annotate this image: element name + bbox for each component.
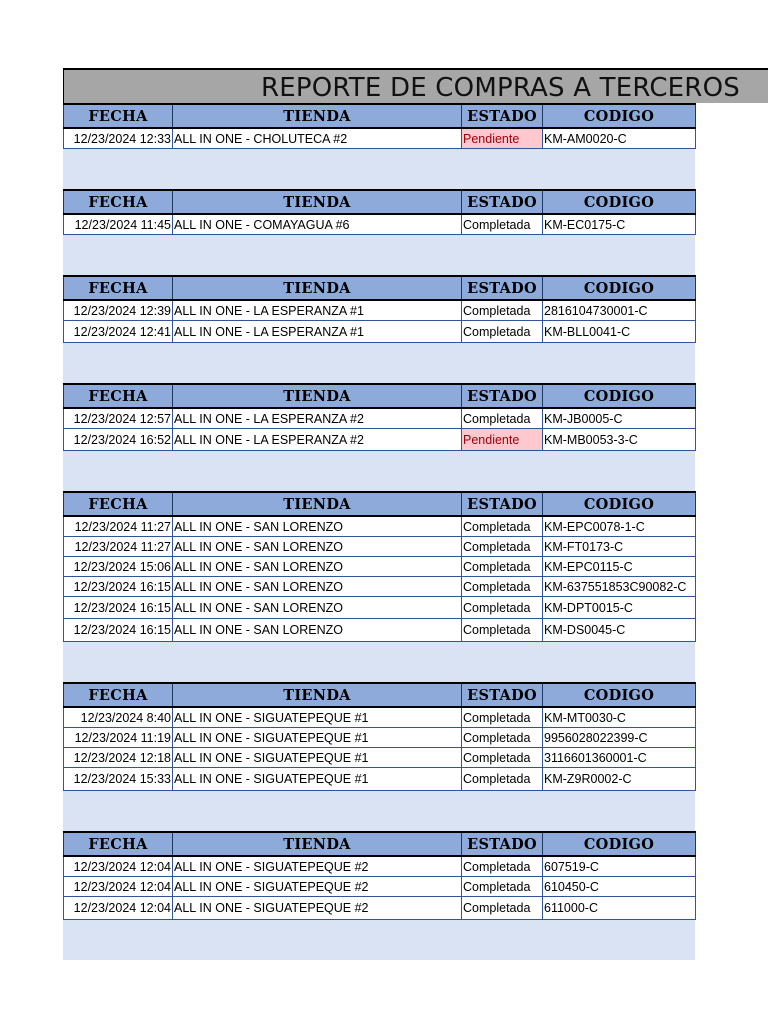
table-header-row [64, 492, 696, 516]
cell-estado: Completada [462, 897, 543, 920]
table-header-row [64, 384, 696, 408]
purchase-group [63, 275, 695, 343]
table-header-row [64, 190, 696, 214]
cell-fecha: 12/23/2024 12:33 [64, 128, 173, 149]
cell-codigo: KM-AM0020-C [543, 128, 696, 149]
cell-tienda: ALL IN ONE - SIGUATEPEQUE #2 [173, 897, 462, 920]
cell-tienda: ALL IN ONE - SIGUATEPEQUE #1 [173, 728, 462, 748]
table-row [64, 557, 696, 577]
cell-fecha: 12/23/2024 12:57 [64, 408, 173, 429]
cell-fecha: 12/23/2024 16:15 [64, 577, 173, 597]
cell-codigo: KM-JB0005-C [543, 408, 696, 429]
cell-estado: Completada [462, 537, 543, 557]
purchase-table [63, 831, 696, 920]
cell-tienda: ALL IN ONE - COMAYAGUA #6 [173, 214, 462, 235]
cell-tienda: ALL IN ONE - SAN LORENZO [173, 597, 462, 619]
cell-codigo: 610450-C [543, 877, 696, 897]
table-row [64, 214, 696, 235]
cell-estado: Pendiente [462, 429, 543, 451]
column-header-codigo: CODIGO [543, 832, 696, 856]
cell-tienda: ALL IN ONE - SAN LORENZO [173, 516, 462, 537]
purchase-table [63, 189, 696, 235]
cell-estado: Completada [462, 748, 543, 768]
table-row [64, 537, 696, 557]
group-spacer [63, 235, 695, 275]
cell-tienda: ALL IN ONE - SAN LORENZO [173, 577, 462, 597]
cell-fecha: 12/23/2024 11:27 [64, 516, 173, 537]
group-spacer [63, 343, 695, 383]
column-header-tienda: TIENDA [173, 190, 462, 214]
column-header-fecha: FECHA [64, 832, 173, 856]
group-spacer [63, 451, 695, 491]
table-row [64, 768, 696, 791]
report [63, 68, 740, 960]
column-header-estado: ESTADO [462, 832, 543, 856]
column-header-codigo: CODIGO [543, 104, 696, 128]
column-header-fecha: FECHA [64, 492, 173, 516]
table-row [64, 128, 696, 149]
group-spacer [63, 149, 695, 189]
column-header-tienda: TIENDA [173, 832, 462, 856]
cell-codigo: 607519-C [543, 856, 696, 877]
cell-estado: Completada [462, 728, 543, 748]
column-header-fecha: FECHA [64, 276, 173, 300]
table-header-row [64, 683, 696, 707]
cell-codigo: KM-MB0053-3-C [543, 429, 696, 451]
purchase-table [63, 383, 696, 451]
cell-fecha: 12/23/2024 12:18 [64, 748, 173, 768]
cell-estado: Completada [462, 597, 543, 619]
column-header-fecha: FECHA [64, 683, 173, 707]
cell-codigo: 2816104730001-C [543, 300, 696, 321]
cell-estado: Completada [462, 619, 543, 642]
cell-codigo: KM-DPT0015-C [543, 597, 696, 619]
column-header-codigo: CODIGO [543, 384, 696, 408]
cell-codigo: KM-EC0175-C [543, 214, 696, 235]
purchase-group [63, 103, 695, 149]
column-header-estado: ESTADO [462, 190, 543, 214]
table-row [64, 429, 696, 451]
cell-tienda: ALL IN ONE - CHOLUTECA #2 [173, 128, 462, 149]
column-header-estado: ESTADO [462, 384, 543, 408]
cell-tienda: ALL IN ONE - SAN LORENZO [173, 557, 462, 577]
cell-tienda: ALL IN ONE - SIGUATEPEQUE #1 [173, 707, 462, 728]
column-header-fecha: FECHA [64, 384, 173, 408]
group-spacer [63, 791, 695, 831]
cell-estado: Completada [462, 577, 543, 597]
cell-codigo: 9956028022399-C [543, 728, 696, 748]
cell-estado: Completada [462, 321, 543, 343]
purchase-table [63, 682, 696, 791]
cell-codigo: KM-EPC0115-C [543, 557, 696, 577]
cell-codigo: 611000-C [543, 897, 696, 920]
cell-codigo: KM-EPC0078-1-C [543, 516, 696, 537]
column-header-estado: ESTADO [462, 492, 543, 516]
table-row [64, 619, 696, 642]
table-row [64, 877, 696, 897]
group-spacer [63, 920, 695, 960]
cell-tienda: ALL IN ONE - SAN LORENZO [173, 619, 462, 642]
cell-fecha: 12/23/2024 11:19 [64, 728, 173, 748]
cell-fecha: 12/23/2024 11:45 [64, 214, 173, 235]
column-header-codigo: CODIGO [543, 492, 696, 516]
cell-fecha: 12/23/2024 8:40 [64, 707, 173, 728]
report-groups [63, 103, 695, 960]
table-row [64, 300, 696, 321]
cell-estado: Completada [462, 557, 543, 577]
cell-estado: Completada [462, 856, 543, 877]
cell-estado: Completada [462, 707, 543, 728]
purchase-table [63, 491, 696, 642]
cell-fecha: 12/23/2024 15:33 [64, 768, 173, 791]
cell-estado: Completada [462, 877, 543, 897]
cell-fecha: 12/23/2024 12:04 [64, 856, 173, 877]
table-row [64, 408, 696, 429]
cell-tienda: ALL IN ONE - LA ESPERANZA #1 [173, 321, 462, 343]
cell-estado: Completada [462, 768, 543, 791]
cell-estado: Completada [462, 408, 543, 429]
column-header-estado: ESTADO [462, 276, 543, 300]
purchase-group [63, 831, 695, 920]
column-header-tienda: TIENDA [173, 683, 462, 707]
purchase-group [63, 383, 695, 451]
cell-fecha: 12/23/2024 11:27 [64, 537, 173, 557]
column-header-tienda: TIENDA [173, 384, 462, 408]
purchase-group [63, 491, 695, 642]
cell-estado: Completada [462, 214, 543, 235]
cell-fecha: 12/23/2024 12:04 [64, 897, 173, 920]
column-header-fecha: FECHA [64, 104, 173, 128]
cell-fecha: 12/23/2024 15:06 [64, 557, 173, 577]
cell-fecha: 12/23/2024 16:52 [64, 429, 173, 451]
purchase-group [63, 682, 695, 791]
table-row [64, 748, 696, 768]
cell-tienda: ALL IN ONE - SIGUATEPEQUE #1 [173, 768, 462, 791]
cell-tienda: ALL IN ONE - SIGUATEPEQUE #2 [173, 877, 462, 897]
table-row [64, 707, 696, 728]
cell-estado: Pendiente [462, 128, 543, 149]
table-header-row [64, 832, 696, 856]
cell-fecha: 12/23/2024 16:15 [64, 619, 173, 642]
group-spacer [63, 642, 695, 682]
cell-fecha: 12/23/2024 16:15 [64, 597, 173, 619]
table-row [64, 597, 696, 619]
column-header-tienda: TIENDA [173, 276, 462, 300]
table-header-row [64, 104, 696, 128]
column-header-estado: ESTADO [462, 683, 543, 707]
cell-tienda: ALL IN ONE - LA ESPERANZA #1 [173, 300, 462, 321]
table-row [64, 577, 696, 597]
column-header-tienda: TIENDA [173, 104, 462, 128]
table-row [64, 321, 696, 343]
table-row [64, 728, 696, 748]
cell-fecha: 12/23/2024 12:39 [64, 300, 173, 321]
cell-estado: Completada [462, 516, 543, 537]
cell-fecha: 12/23/2024 12:41 [64, 321, 173, 343]
purchase-group [63, 189, 695, 235]
report-title-bar [63, 68, 768, 103]
table-row [64, 897, 696, 920]
table-row [64, 516, 696, 537]
purchase-table [63, 103, 696, 149]
cell-tienda: ALL IN ONE - LA ESPERANZA #2 [173, 408, 462, 429]
table-row [64, 856, 696, 877]
cell-tienda: ALL IN ONE - SIGUATEPEQUE #2 [173, 856, 462, 877]
column-header-estado: ESTADO [462, 104, 543, 128]
column-header-codigo: CODIGO [543, 683, 696, 707]
cell-codigo: KM-FT0173-C [543, 537, 696, 557]
cell-codigo: 3116601360001-C [543, 748, 696, 768]
cell-codigo: KM-Z9R0002-C [543, 768, 696, 791]
column-header-fecha: FECHA [64, 190, 173, 214]
cell-tienda: ALL IN ONE - SAN LORENZO [173, 537, 462, 557]
column-header-codigo: CODIGO [543, 190, 696, 214]
report-title: REPORTE DE COMPRAS A TERCEROS [261, 73, 740, 103]
cell-codigo: KM-BLL0041-C [543, 321, 696, 343]
cell-estado: Completada [462, 300, 543, 321]
column-header-codigo: CODIGO [543, 276, 696, 300]
column-header-tienda: TIENDA [173, 492, 462, 516]
cell-codigo: KM-DS0045-C [543, 619, 696, 642]
table-header-row [64, 276, 696, 300]
cell-tienda: ALL IN ONE - SIGUATEPEQUE #1 [173, 748, 462, 768]
cell-codigo: KM-637551853C90082-C [543, 577, 696, 597]
cell-codigo: KM-MT0030-C [543, 707, 696, 728]
cell-tienda: ALL IN ONE - LA ESPERANZA #2 [173, 429, 462, 451]
cell-fecha: 12/23/2024 12:04 [64, 877, 173, 897]
purchase-table [63, 275, 696, 343]
